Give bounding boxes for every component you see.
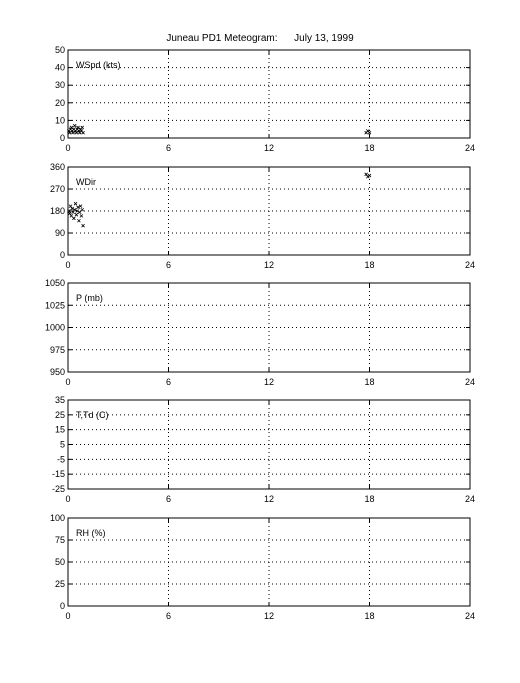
station-title: Juneau PD1 Meteogram: (166, 33, 278, 44)
y-tick-label: 20 (54, 97, 65, 108)
x-tick-label: 0 (65, 260, 71, 270)
data-point (81, 126, 84, 129)
y-tick-label: 40 (54, 62, 65, 73)
y-tick-label: 25 (54, 409, 65, 420)
y-tick-label: 270 (49, 184, 65, 194)
panel-1 (55, 45, 475, 153)
data-point (72, 217, 75, 220)
x-tick-label: 24 (464, 143, 476, 153)
x-tick-label: 12 (263, 377, 275, 387)
y-tick-label: 1025 (44, 300, 65, 311)
data-point (69, 205, 72, 208)
x-tick-label: 12 (263, 494, 275, 504)
data-point (75, 213, 78, 216)
data-point (82, 224, 85, 227)
y-tick-label: 50 (54, 45, 65, 55)
x-tick-label: 18 (364, 143, 375, 153)
data-point (368, 131, 371, 134)
data-point (368, 174, 371, 177)
x-tick-label: 6 (165, 143, 172, 153)
y-tick-label: 950 (49, 367, 65, 377)
panel-label: P (mb) (76, 293, 103, 303)
y-tick-label: -5 (56, 454, 65, 465)
y-tick-label: -15 (51, 469, 65, 480)
panel-5 (50, 513, 475, 621)
data-point (77, 219, 80, 222)
y-tick-label: 30 (54, 80, 65, 91)
y-tick-label: 1000 (44, 322, 65, 333)
data-point (81, 208, 84, 211)
y-tick-label: 0 (59, 601, 65, 611)
x-tick-label: 12 (263, 611, 275, 621)
panel-2 (50, 162, 475, 270)
panel-label: T,Td (C) (76, 410, 109, 420)
data-point (73, 124, 76, 127)
y-tick-label: 35 (54, 395, 65, 405)
y-tick-label: 360 (49, 162, 65, 172)
y-tick-label: -25 (51, 484, 65, 494)
x-tick-label: 12 (263, 143, 275, 153)
y-tick-label: 25 (54, 579, 65, 589)
panel-3 (45, 278, 475, 387)
y-tick-label: 90 (54, 228, 65, 238)
data-point (80, 214, 83, 217)
x-tick-label: 0 (65, 377, 71, 387)
x-tick-label: 24 (464, 260, 476, 270)
panel-label: WSpd (kts) (76, 60, 121, 70)
y-tick-label: 0 (59, 250, 65, 260)
date-title: July 13, 1999 (294, 33, 354, 44)
data-point (72, 211, 75, 214)
panel-label: WDir (76, 177, 96, 187)
x-tick-label: 6 (165, 377, 172, 387)
y-tick-label: 180 (49, 206, 65, 216)
y-tick-label: 5 (59, 439, 65, 450)
x-tick-label: 12 (263, 260, 275, 270)
y-tick-label: 50 (54, 557, 65, 567)
y-tick-label: 15 (54, 424, 65, 435)
panel-label: RH (%) (76, 528, 106, 538)
panel-4 (52, 395, 475, 504)
y-tick-label: 1050 (44, 278, 65, 288)
data-point (74, 202, 77, 205)
x-tick-label: 6 (165, 494, 172, 504)
y-tick-label: 975 (49, 344, 65, 355)
x-tick-label: 6 (165, 260, 172, 270)
x-tick-label: 18 (364, 494, 375, 504)
x-tick-label: 24 (464, 611, 476, 621)
y-tick-label: 10 (54, 115, 65, 126)
y-tick-label: 100 (49, 513, 65, 523)
x-tick-label: 0 (65, 494, 71, 504)
x-tick-label: 24 (464, 494, 476, 504)
y-tick-label: 75 (54, 535, 65, 545)
x-tick-label: 6 (165, 611, 172, 621)
data-point (365, 173, 368, 176)
y-tick-label: 0 (59, 133, 65, 143)
data-point (82, 131, 85, 134)
x-tick-label: 18 (364, 260, 375, 270)
x-tick-label: 18 (364, 377, 375, 387)
x-tick-label: 0 (65, 611, 71, 621)
x-tick-label: 0 (65, 143, 71, 153)
x-tick-label: 18 (364, 611, 375, 621)
x-tick-label: 24 (464, 377, 476, 387)
